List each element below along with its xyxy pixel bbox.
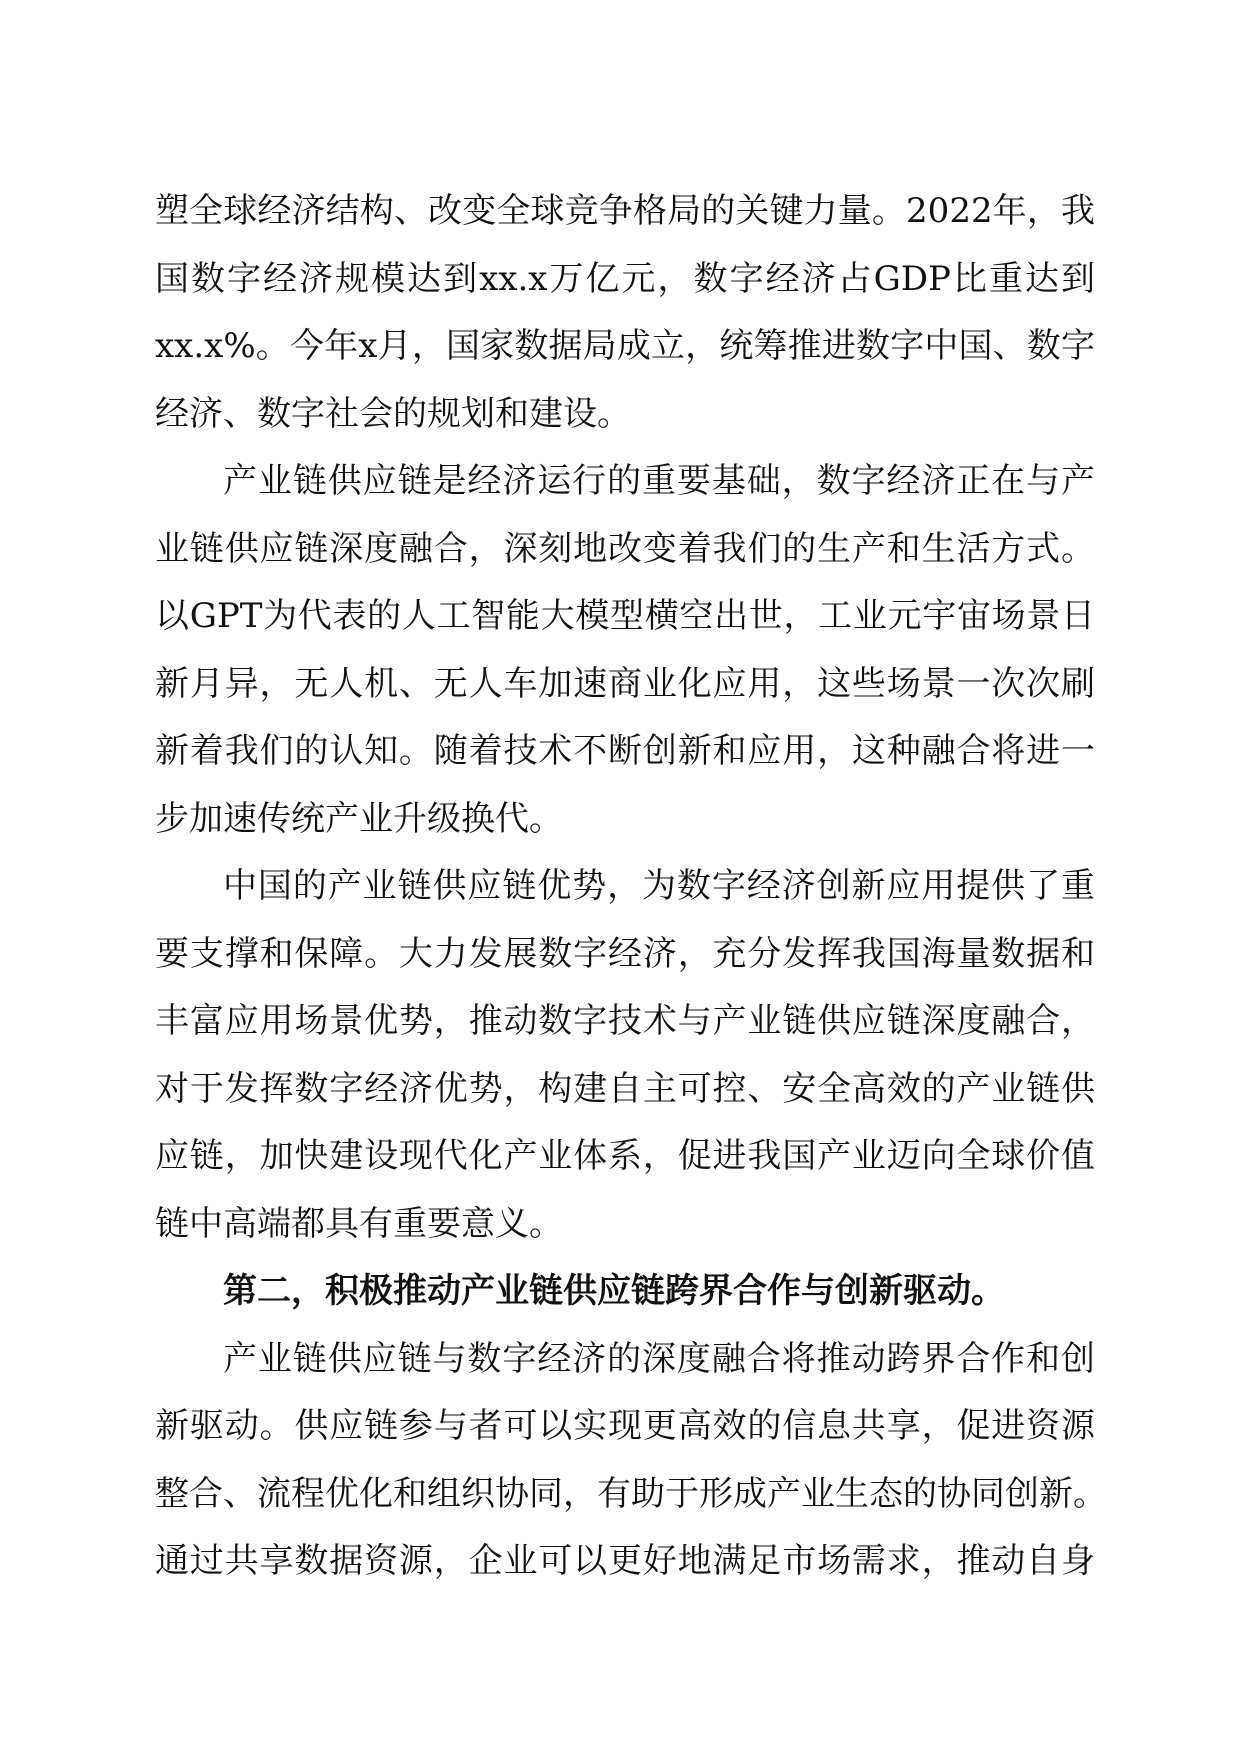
text-line: 新驱动。供应链参与者可以实现更高效的信息共享，促进资源 [155, 1406, 1095, 1446]
text-line: xx.x%。今年x月，国家数据局成立，统筹推进数字中国、数字 [155, 326, 1095, 366]
text-line: 塑全球经济结构、改变全球竞争格局的关键力量。2022年，我 [155, 191, 1095, 231]
text-line: 产业链供应链是经济运行的重要基础，数字经济正在与产 [223, 461, 1095, 501]
text-line: 产业链供应链与数字经济的深度融合将推动跨界合作和创 [223, 1338, 1095, 1379]
text-line: 步加速传统产业升级换代。 [155, 798, 563, 839]
text-line: 要支撑和保障。大力发展数字经济，充分发挥我国海量数据和 [155, 933, 1095, 974]
text-line: 中国的产业链供应链优势，为数字经济创新应用提供了重 [223, 866, 1095, 906]
heading-line: 第二，积极推动产业链供应链跨界合作与创新驱动。 [223, 1271, 1005, 1311]
text-line: 丰富应用场景优势，推动数字技术与产业链供应链深度融合， [155, 1001, 1095, 1041]
paragraph-continuation [155, 178, 1095, 448]
section-heading [155, 1258, 1095, 1326]
text-line: 业链供应链深度融合，深刻地改变着我们的生产和生活方式。 [155, 528, 1095, 569]
paragraph-industry-chain [155, 448, 1095, 853]
text-line: 国数字经济规模达到xx.x万亿元，数字经济占GDP比重达到 [155, 258, 1095, 299]
text-line: 对于发挥数字经济优势，构建自主可控、安全高效的产业链供 [155, 1068, 1095, 1109]
text-line: 新月异，无人机、无人车加速商业化应用，这些场景一次次刷 [155, 663, 1095, 704]
text-line: 链中高端都具有重要意义。 [155, 1203, 563, 1244]
text-line: 新着我们的认知。随着技术不断创新和应用，这种融合将进一 [155, 731, 1095, 771]
text-line: 以GPT为代表的人工智能大模型横空出世，工业元宇宙场景日 [155, 596, 1095, 636]
text-line: 整合、流程优化和组织协同，有助于形成产业生态的协同创新。 [155, 1473, 1107, 1514]
text-line: 应链，加快建设现代化产业体系，促进我国产业迈向全球价值 [155, 1136, 1095, 1176]
text-line: 通过共享数据资源，企业可以更好地满足市场需求，推动自身 [155, 1541, 1095, 1581]
document-page [155, 178, 1107, 1596]
paragraph-cross-border [155, 1326, 1107, 1596]
paragraph-china-advantage [155, 853, 1095, 1258]
text-line: 经济、数字社会的规划和建设。 [155, 393, 631, 434]
